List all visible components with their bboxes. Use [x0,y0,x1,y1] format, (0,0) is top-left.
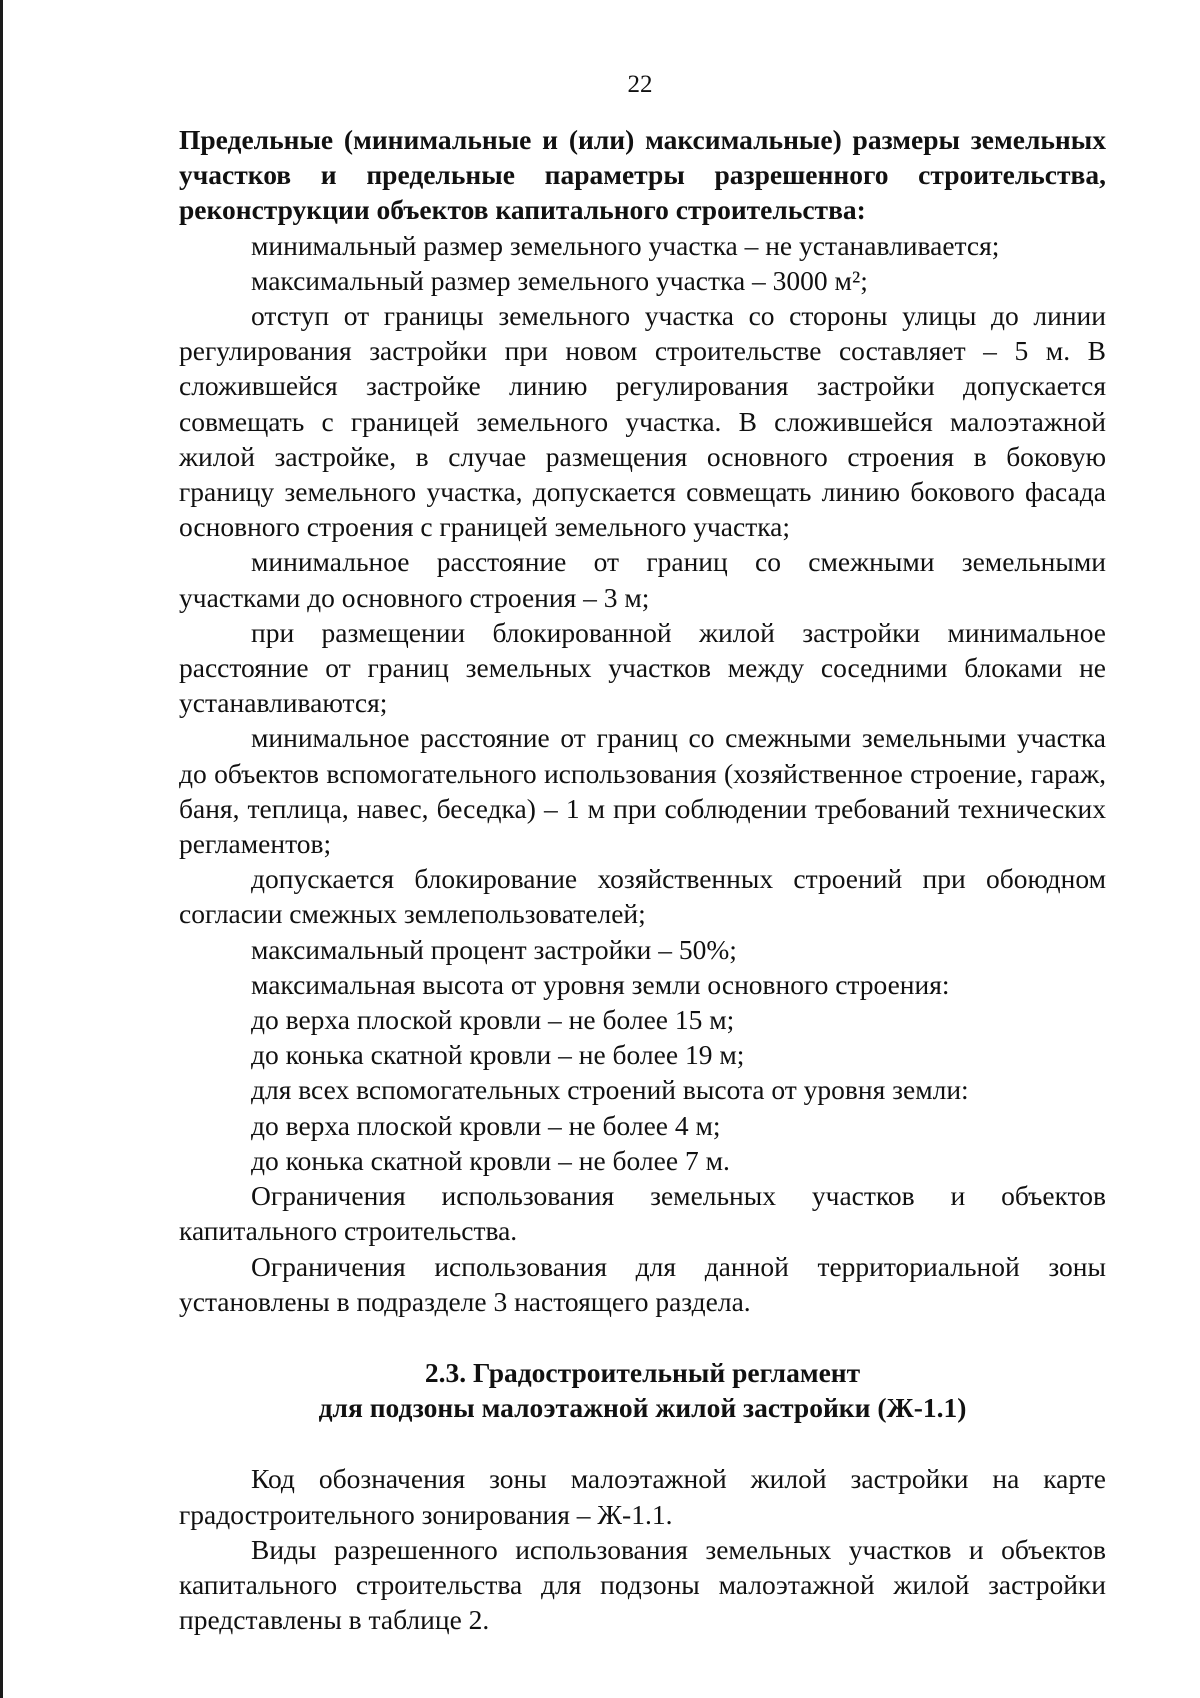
page-number: 22 [627,71,653,98]
paragraph: отступ от границы земельного участка со стороны улицы до линии регулирования застройки при новом строительстве составляет – 5 м. В сложившейся застройке линию регулирования застройки допускается совмещать с границей земельного участка. В сложившейся малоэтажной жилой застройке, в случае размещения основного строения в боковую границу земельного участка, допускается совмещать линию бокового фасада основного строения с границей земельного участка; [179,300,1106,543]
paragraph: до верха плоской кровли – не более 4 м; [251,1109,721,1141]
paragraph: минимальный размер земельного участка – не устанавливается; [251,229,1000,261]
section-paragraph: Код обозначения зоны малоэтажной жилой застройки на карте градостроительного зонирования – Ж-1.1. [179,1463,1106,1530]
paragraph: Ограничения использования земельных участков и объектов капитального строительства. [179,1180,1106,1247]
paragraph: для всех вспомогательных строений высота от уровня земли: [251,1074,969,1106]
paragraph: минимальное расстояние от границ со смежными земельными участка до объектов вспомогательного использования (хозяйственное строение, гараж, баня, теплица, навес, беседка) – 1 м при соблюдении требований технических регламентов; [179,722,1106,860]
regulation-heading: Предельные (минимальные и (или) максимальные) размеры земельных участков и предельные параметры разрешенного строительства, реконструкции объектов капитального строительства: [179,124,1106,226]
paragraph: при размещении блокированной жилой застройки минимальное расстояние от границ земельных участков между соседними блоками не устанавливаются; [179,616,1106,719]
section-title-line-1: 2.3. Градостроительный регламент [424,1356,861,1388]
paragraph: максимальная высота от уровня земли основного строения: [251,968,950,1000]
paragraph: до конька скатной кровли – не более 7 м. [251,1144,730,1176]
paragraph: до конька скатной кровли – не более 19 м; [251,1039,745,1071]
paragraph: допускается блокирование хозяйственных строений при обоюдном согласии смежных землепользователей; [179,863,1106,930]
paragraph: Ограничения использования для данной территориальной зоны установлены в подразделе 3 настоящего раздела. [179,1250,1106,1317]
paragraph: до верха плоской кровли – не более 15 м; [251,1004,735,1036]
paragraph: максимальный размер земельного участка – 3000 м²; [251,264,868,296]
section-paragraph: Виды разрешенного использования земельных участков и объектов капитального строительства для подзоны малоэтажной жилой застройки представлены в таблице 2. [179,1533,1106,1636]
section-title [179,1355,1106,1425]
section-title-line-2: для подзоны малоэтажной жилой застройки (Ж-1.1) [318,1392,967,1424]
document-body [179,122,1106,1637]
scan-left-edge [0,0,3,1698]
paragraph: максимальный процент застройки – 50%; [251,933,737,965]
paragraph: минимальное расстояние от границ со смежными земельными участками до основного строения – 3 м; [179,546,1106,613]
